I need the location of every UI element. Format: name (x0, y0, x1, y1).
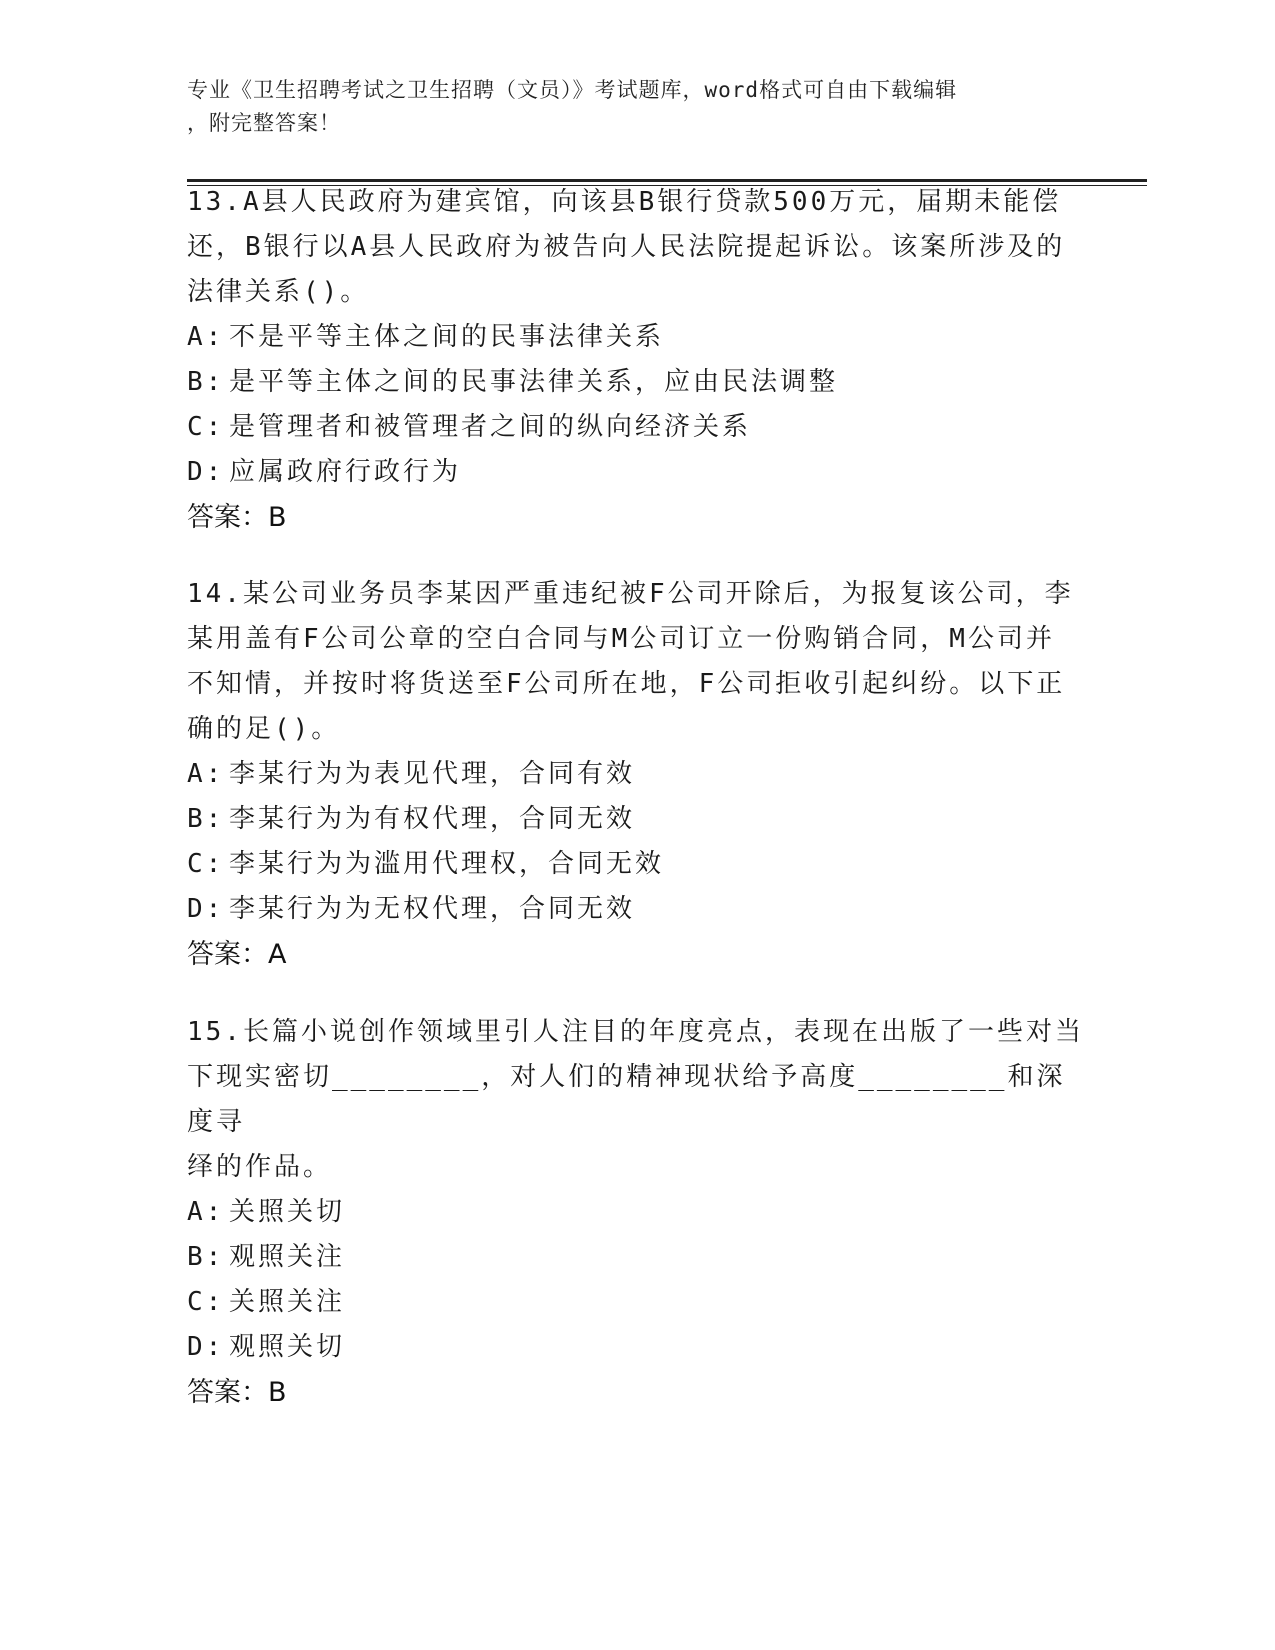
option-letter: A: (187, 1197, 225, 1227)
option-letter: C: (187, 412, 225, 442)
option-d (187, 450, 1087, 495)
answer-label: 答案：A (187, 939, 287, 970)
question-line: 15.长篇小说创作领域里引人注目的年度亮点，表现在出版了一些对当 (187, 1017, 1084, 1047)
answer-label: 答案：B (187, 502, 287, 533)
option-c (187, 842, 1087, 887)
header-line-1: 专业《卫生招聘考试之卫生招聘（文员）》考试题库，word格式可自由下载编辑 (187, 78, 958, 102)
option-letter: B: (187, 1242, 225, 1272)
question-stem (187, 572, 1087, 752)
option-a (187, 315, 1087, 360)
option-letter: B: (187, 804, 225, 834)
option-letter: D: (187, 1332, 225, 1362)
question-stem (187, 1010, 1087, 1190)
question-line: 14.某公司业务员李某因严重违纪被F公司开除后，为报复该公司，李 (187, 579, 1074, 609)
question-stem (187, 180, 1087, 315)
question-line: 不知情，并按时将货送至F公司所在地，F公司拒收引起纠纷。以下正 (187, 669, 1066, 699)
option-text: 观照关注 (229, 1242, 346, 1272)
question-line: 确的足()。 (187, 714, 341, 744)
option-letter: C: (187, 1287, 225, 1317)
option-text: 观照关切 (229, 1332, 346, 1362)
question-15 (187, 1010, 1087, 1415)
option-d (187, 1325, 1087, 1370)
option-text: 李某行为为无权代理，合同无效 (229, 894, 636, 924)
option-letter: B: (187, 367, 225, 397)
option-b (187, 797, 1087, 842)
option-letter: A: (187, 322, 225, 352)
question-14 (187, 572, 1087, 977)
option-b (187, 1235, 1087, 1280)
question-line: 13.A县人民政府为建宾馆，向该县B银行贷款500万元，届期未能偿 (187, 187, 1062, 217)
option-a (187, 1190, 1087, 1235)
option-text: 关照关切 (229, 1197, 346, 1227)
question-line: 下现实密切________，对人们的精神现状给予高度________和深度寻 (187, 1062, 1066, 1137)
question-line: 某用盖有F公司公章的空白合同与M公司订立一份购销合同，M公司并 (187, 624, 1055, 654)
option-letter: D: (187, 457, 225, 487)
option-c (187, 405, 1087, 450)
option-text: 李某行为为滥用代理权，合同无效 (229, 849, 665, 879)
header-line-2: ，附完整答案！ (187, 111, 341, 135)
option-text: 应属政府行政行为 (229, 457, 462, 487)
option-d (187, 887, 1087, 932)
option-text: 关照关注 (229, 1287, 346, 1317)
option-text: 李某行为为表见代理，合同有效 (229, 759, 636, 789)
option-letter: C: (187, 849, 225, 879)
option-a (187, 752, 1087, 797)
question-line: 法律关系()。 (187, 277, 370, 307)
document-header (187, 74, 1067, 140)
option-b (187, 360, 1087, 405)
option-c (187, 1280, 1087, 1325)
question-line: 还，B银行以A县人民政府为被告向人民法院提起诉讼。该案所涉及的 (187, 232, 1066, 262)
option-letter: A: (187, 759, 225, 789)
question-13 (187, 180, 1087, 540)
option-text: 是平等主体之间的民事法律关系，应由民法调整 (229, 367, 839, 397)
answer-label: 答案：B (187, 1377, 287, 1408)
option-text: 不是平等主体之间的民事法律关系 (229, 322, 665, 352)
option-text: 李某行为为有权代理，合同无效 (229, 804, 636, 834)
option-letter: D: (187, 894, 225, 924)
option-text: 是管理者和被管理者之间的纵向经济关系 (229, 412, 752, 442)
question-line: 绎的作品。 (187, 1152, 333, 1182)
